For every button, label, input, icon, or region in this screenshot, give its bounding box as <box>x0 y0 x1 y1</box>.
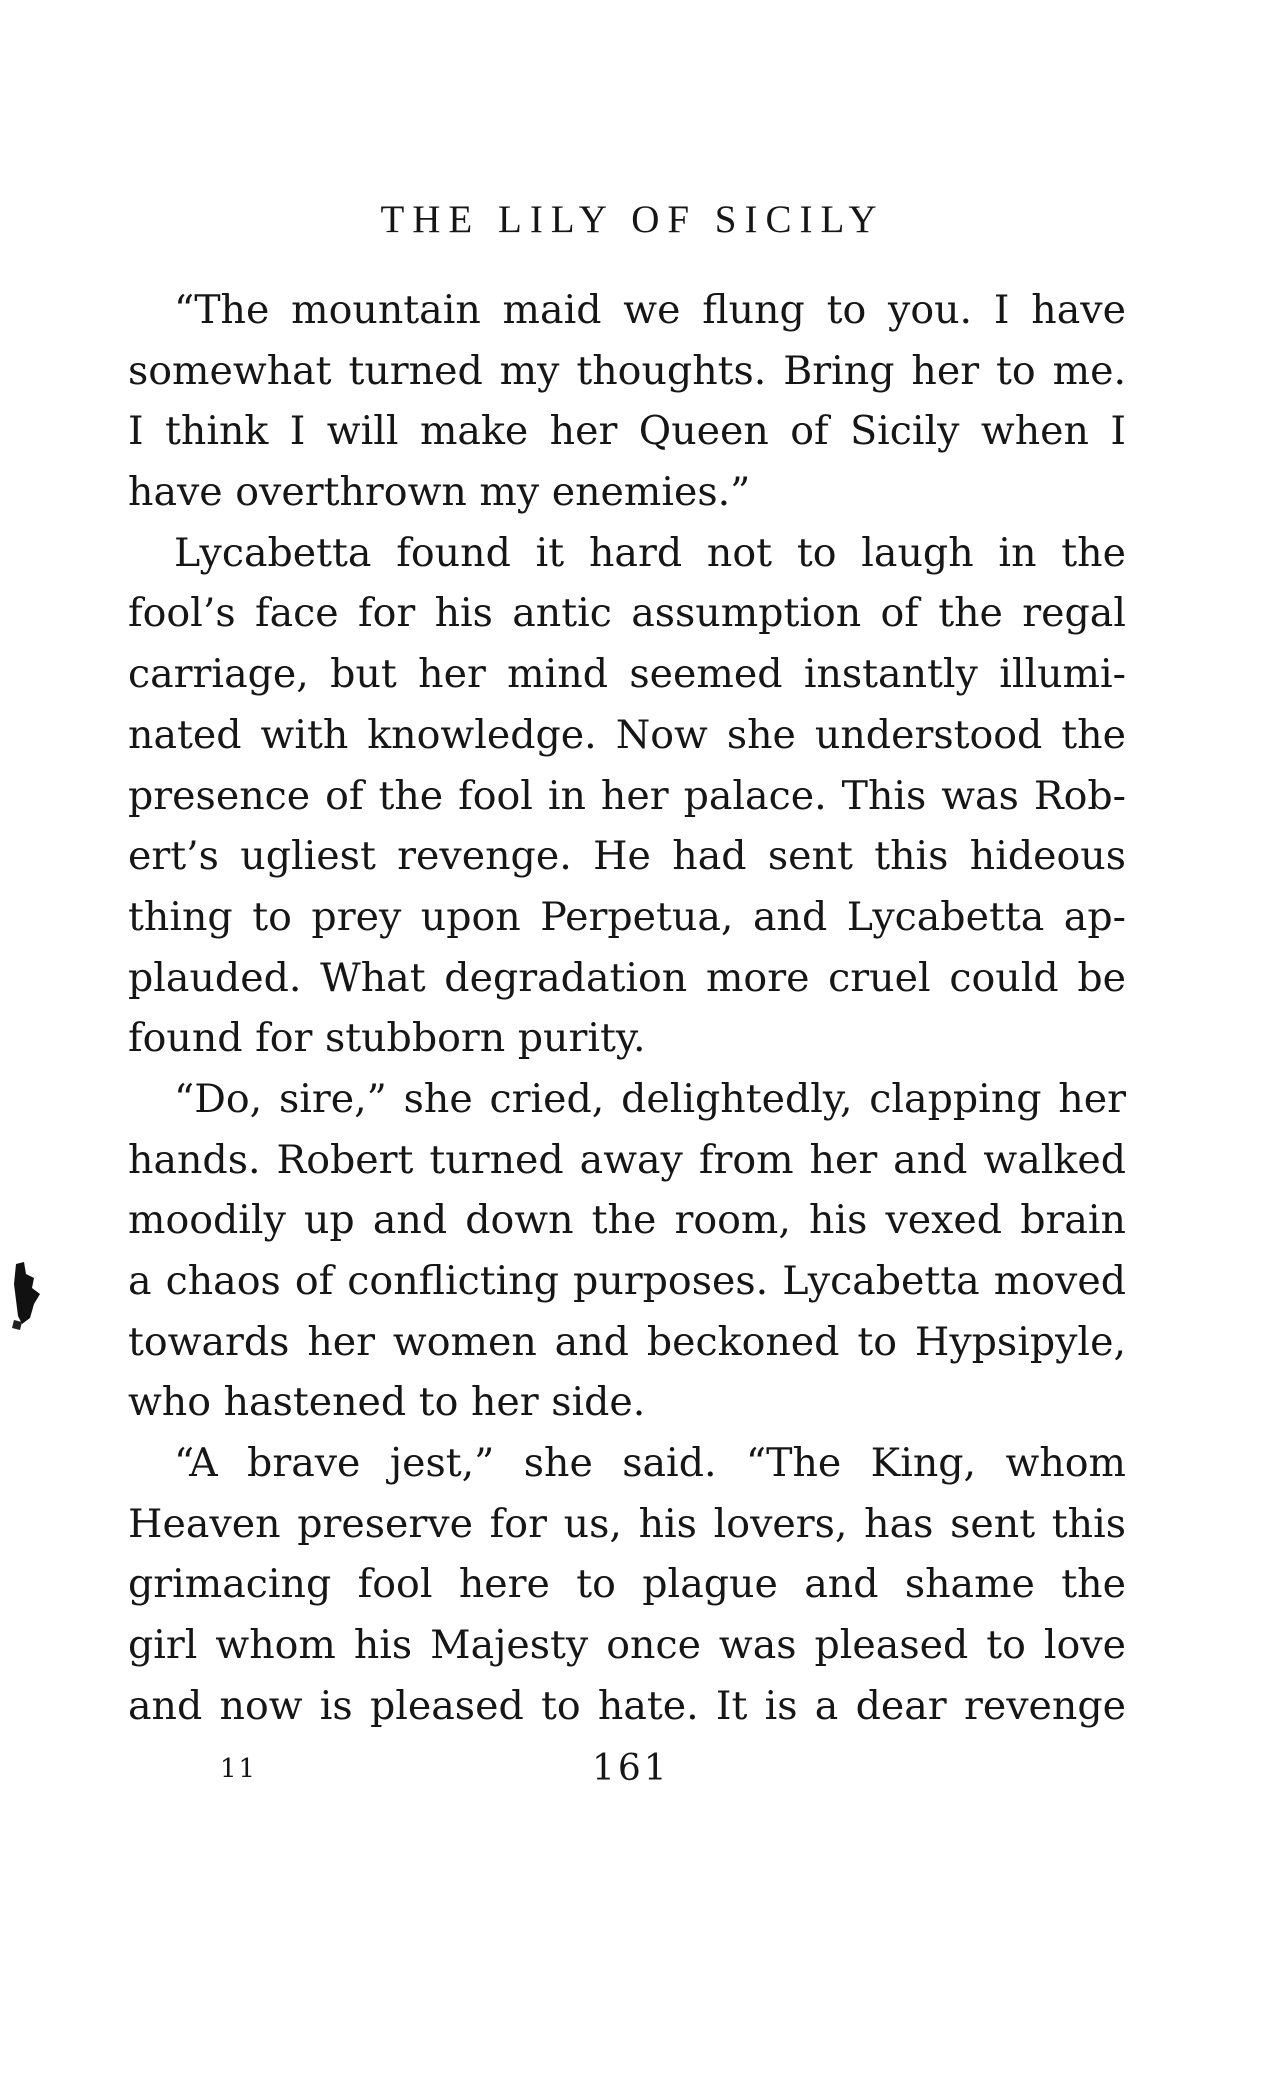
text-line: carriage, but her mind seemed instantly illumi- <box>128 651 1126 698</box>
text-line: nated with knowledge. Now she understood the <box>128 711 1126 758</box>
text-line: Heaven preserve for us, his lovers, has sent this <box>128 1500 1126 1547</box>
text-line: fool’s face for his antic assumption of the regal <box>128 590 1126 637</box>
text-line: hands. Robert turned away from her and walked <box>128 1136 1126 1183</box>
text-line: plauded. What degradation more cruel could be <box>128 954 1126 1001</box>
text-line: a chaos of conflicting purposes. Lycabetta moved <box>128 1258 1126 1304</box>
scan-edge-blot <box>10 1260 46 1332</box>
running-title: THE LILY OF SICILY <box>380 198 885 241</box>
text-line: who hastened to her side. <box>128 1379 646 1426</box>
text-line: found for stubborn purity. <box>128 1015 646 1062</box>
page-number: 161 <box>592 1748 670 1789</box>
text-line: I think I will make her Queen of Sicily when I <box>128 408 1126 455</box>
text-line: towards her women and beckoned to Hypsipyle, <box>128 1318 1126 1365</box>
text-line: presence of the fool in her palace. This was Rob- <box>128 772 1126 819</box>
text-line: somewhat turned my thoughts. Bring her to me. <box>128 347 1126 394</box>
text-line: “The mountain maid we flung to you. I have <box>174 287 1126 333</box>
text-line: Lycabetta found it hard not to laugh in the <box>174 529 1126 576</box>
signature-mark: 11 <box>220 1754 258 1784</box>
text-line: thing to prey upon Perpetua, and Lycabetta ap- <box>128 893 1126 940</box>
text-line: “Do, sire,” she cried, delightedly, clapping her <box>174 1075 1126 1122</box>
page-footer <box>0 1748 1265 1798</box>
text-line: moodily up and down the room, his vexed brain <box>128 1197 1126 1244</box>
text-line: and now is pleased to hate. It is a dear revenge <box>128 1682 1126 1729</box>
text-line: ert’s ugliest revenge. He had sent this hideous <box>128 833 1126 880</box>
text-line: have overthrown my enemies.” <box>128 469 751 516</box>
body-text <box>128 280 1126 1737</box>
text-line: grimacing fool here to plague and shame the <box>128 1561 1126 1608</box>
text-line: “A brave jest,” she said. “The King, whom <box>174 1440 1126 1487</box>
text-line: girl whom his Majesty once was pleased to love <box>128 1622 1126 1669</box>
